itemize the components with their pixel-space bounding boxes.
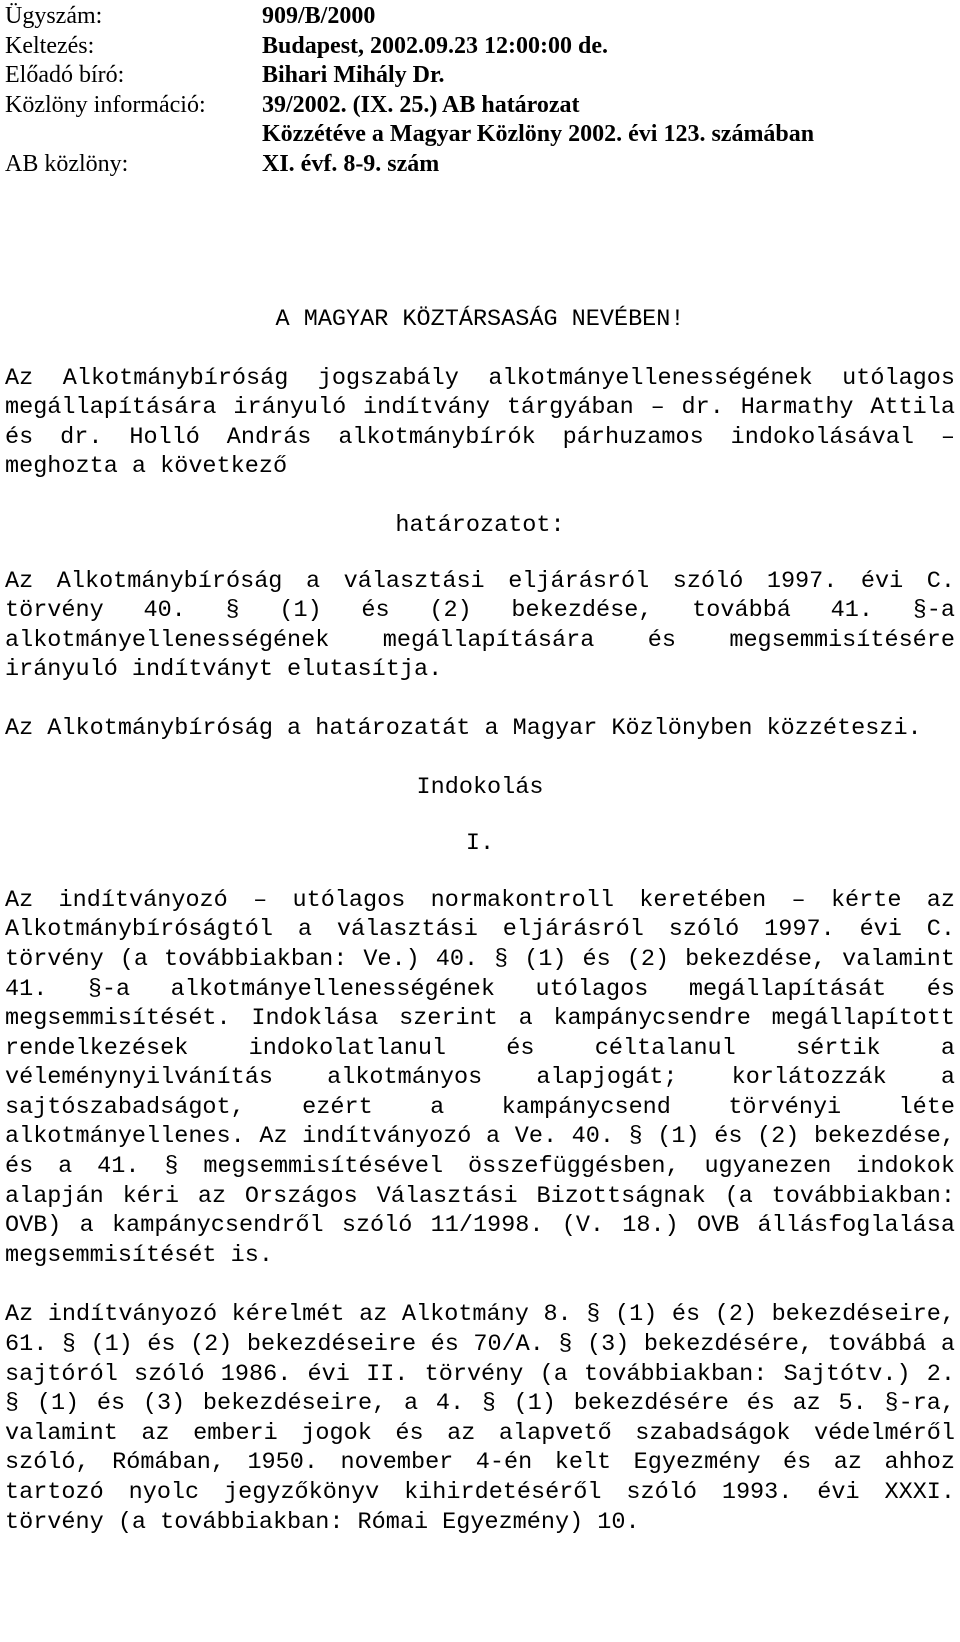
gazette-label: Közlöny információ: <box>5 91 206 118</box>
ab-gazette-label: AB közlöny: <box>5 150 129 177</box>
section-heading: I. <box>465 830 495 858</box>
document-body <box>5 305 955 1537</box>
date-value: Budapest, 2002.09.23 12:00:00 de. <box>262 32 609 59</box>
case-number-row <box>5 2 814 32</box>
decision-heading: határozatot: <box>395 511 565 539</box>
gazette-row-continued <box>5 120 814 150</box>
judge-row <box>5 61 814 91</box>
paragraph-2: Az indítványozó kérelmét az Alkotmány 8. § (1) és (2) bekezdéseire, 61. § (1) és (2) bekezdéseire és 70/A. § (3) bekezdésére, továbbá a sajtóról szóló 1986. évi II. törvény (a továbbiakban: Sajtótv.) 2. § (1) és (3) bekezdéseire, a 4. § (1) bekezdésére és az 5. §-ra, valamint az emberi jogok és az alapvető szabadságok védelméről szóló, Rómában, 1950. november 4-én kelt Egyezmény és az ahhoz tartozó nyolc jegyzőkönyv kihirdetéséről szóló 1993. évi XXXI. törvény (a továbbiakban: Római Egyezmény) 10. <box>5 1301 955 1536</box>
paragraph-1: Az indítványozó – utólagos normakontroll keretében – kérte az Alkotmánybíróságtól a választási eljárásról szóló 1997. évi C. törvény (a továbbiakban: Ve.) 40. § (1) és (2) bekezdése, valamint 41. §-a alkotmányellenességének utólagos megállapítását és megsemmisítését. Indoklása szerint a kampánycsendre megállapított rendelkezések indokolatlanul és céltalanul sértik a véleménynyilvánítás alkotmányos alapjogát; korlátozzák a sajtószabadságot, ezért a kampánycsend törvényi léte alkotmányellenes. Az indítványozó a Ve. 40. § (1) és (2) bekezdése, és a 41. § megsemmisítésével összefüggésben, ugyanezen indokok alapján kéri az Országos Választási Bizottságnak (a továbbiakban: OVB) a kampánycsendről szóló 11/1998. (V. 18.) OVB állásfoglalása megsemmisítését is. <box>5 886 955 1269</box>
case-number-value: 909/B/2000 <box>262 3 376 29</box>
publication-paragraph: Az Alkotmánybíróság a határozatát a Magyar Közlönyben közzéteszi. <box>5 714 922 742</box>
intro-paragraph: Az Alkotmánybíróság jogszabály alkotmányellenességének utólagos megállapítására irányuló indítvány tárgyában – dr. Harmathy Attila és dr. Holló András alkotmánybírók párhuzamos indokolásával – meghozta a következő <box>5 364 955 481</box>
document-heading: A MAGYAR KÖZTÁRSASÁG NEVÉBEN! <box>275 306 685 333</box>
date-row <box>5 32 814 62</box>
case-metadata <box>5 2 814 179</box>
gazette-value-line1: 39/2002. (IX. 25.) AB határozat <box>262 91 580 118</box>
ab-gazette-value: XI. évf. 8-9. szám <box>262 150 440 177</box>
reasoning-heading: Indokolás <box>416 773 544 801</box>
gazette-row <box>5 91 814 121</box>
gazette-label-spacer <box>5 120 262 150</box>
ab-gazette-row <box>5 150 814 180</box>
date-label: Keltezés: <box>5 32 95 59</box>
gazette-value-line2: Közzétéve a Magyar Közlöny 2002. évi 123. számában <box>262 121 815 147</box>
judge-label: Előadó bíró: <box>5 62 125 88</box>
judge-value: Bihari Mihály Dr. <box>262 62 445 88</box>
case-number-label: Ügyszám: <box>5 3 103 29</box>
ruling-paragraph: Az Alkotmánybíróság a választási eljárásról szóló 1997. évi C. törvény 40. § (1) és (2) bekezdése, továbbá 41. §-a alkotmányellenességének megállapítására és megsemmisítésére irányuló indítványt elutasítja. <box>5 567 955 684</box>
